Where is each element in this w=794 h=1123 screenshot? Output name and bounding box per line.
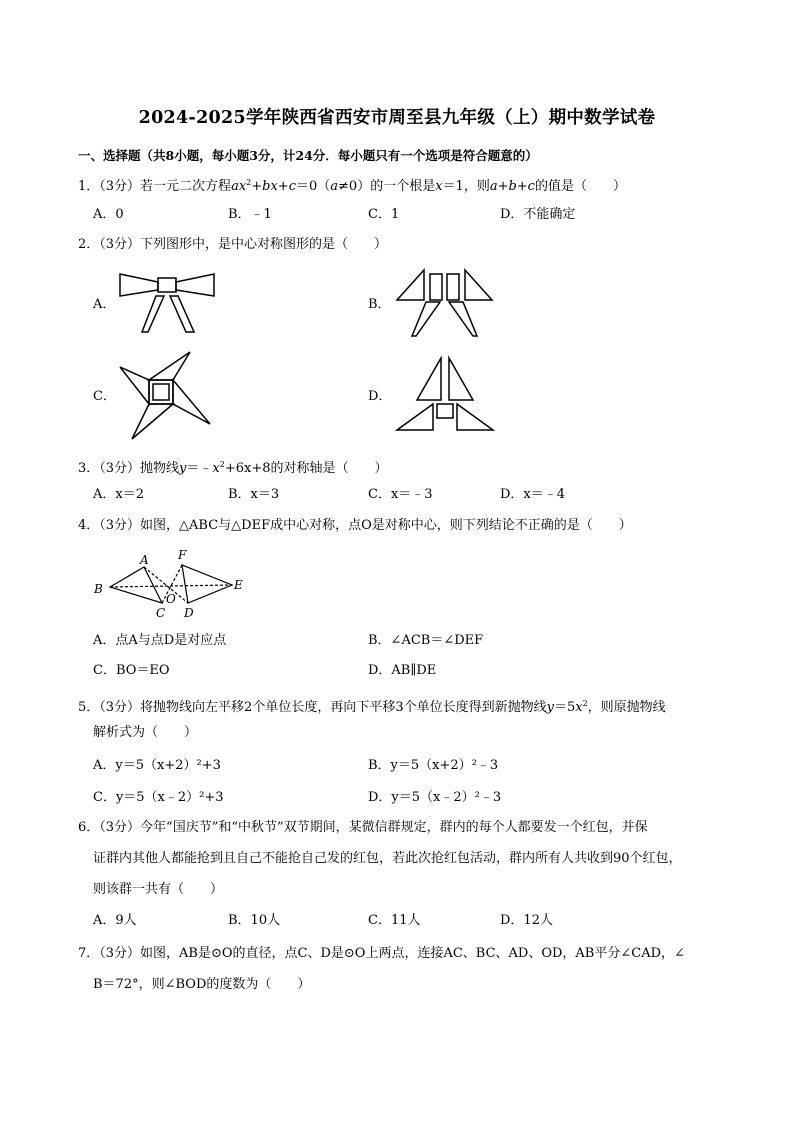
q3-x: x — [212, 461, 220, 476]
q3-option-c: C．x＝﹣3 — [368, 487, 433, 502]
q4-label-o: O — [166, 592, 176, 606]
q5-option-a: A．y＝5（x+2）²+3 — [93, 758, 221, 773]
page-title: 2024-2025学年陕西省西安市周至县九年级（上）期中数学试卷 — [138, 108, 656, 128]
q1-cond2: ≠0）的一个根是 — [338, 179, 436, 194]
question-1 — [78, 175, 626, 195]
q5-sup: 2 — [582, 699, 588, 708]
q1-eq-b: +bx+c — [251, 179, 296, 194]
q2-label-d: D． — [368, 389, 392, 404]
q1-expr: a+b+c — [489, 179, 535, 194]
q4-label-d: D — [184, 606, 194, 620]
q4-label-b: B — [94, 582, 103, 596]
q5-line2: 解析式为（ ） — [93, 725, 198, 740]
q2-label-a: A． — [93, 297, 116, 312]
q5-tail: ，则原抛物线 — [587, 700, 666, 715]
q1-number: 1．（3分） — [78, 179, 141, 194]
q3-eq1: ＝﹣ — [186, 461, 213, 476]
q1-option-c: C．1 — [368, 207, 400, 222]
q4-option-d: D．AB∥DE — [368, 663, 437, 678]
q4-figure — [92, 545, 252, 620]
q1-cond: a — [330, 179, 339, 194]
question-4: 4．（3分）如图，△ABC与△DEF成中心对称，点O是对称中心，则下列结论不正确的是（ ） — [78, 518, 632, 533]
question-5 — [78, 696, 666, 716]
q1-option-b: B．﹣1 — [228, 207, 272, 222]
q4-label-f: F — [178, 548, 187, 562]
q4-label-a: A — [140, 553, 149, 567]
q1-eq-a: ax — [231, 179, 247, 194]
q7-line2: B＝72°，则∠BOD的度数为（ ） — [93, 977, 311, 992]
q6-line2: 证群内其他人都能抢到且自己不能抢自己发的红包，若此次抢红包活动，群内所有人共收到90个红包， — [93, 851, 682, 866]
q6-option-c: C．11人 — [368, 913, 421, 928]
q2-label-c: C． — [93, 389, 116, 404]
q1-root: x — [435, 179, 443, 194]
q1-eq-c: ＝0（ — [295, 179, 331, 194]
q5-option-d: D．y＝5（x﹣2）²﹣3 — [368, 790, 502, 805]
q6-line3: 则该群一共有（ ） — [93, 882, 224, 897]
q6-option-d: D．12人 — [500, 913, 553, 928]
q1-sup: 2 — [246, 178, 252, 187]
q2-figure-d — [393, 356, 498, 434]
section-heading: 一、选择题（共8小题，每小题3分，计24分．每小题只有一个选项是符合题意的） — [78, 148, 538, 163]
q6-option-b: B．10人 — [228, 913, 281, 928]
q3-sup: 2 — [219, 460, 225, 469]
q5-option-c: C．y＝5（x﹣2）²+3 — [93, 790, 224, 805]
q4-option-b: B．∠ACB＝∠DEF — [368, 633, 484, 648]
q3-option-a: A．x＝2 — [93, 487, 144, 502]
q1-tail: 的值是（ ） — [534, 179, 626, 194]
q1-root2: ＝1，则 — [442, 179, 490, 194]
question-3 — [78, 457, 388, 477]
q3-option-b: B．x＝3 — [228, 487, 280, 502]
q3-y: y — [179, 461, 187, 476]
q5-x: x — [575, 700, 583, 715]
q4-option-a: A．点A与点D是对应点 — [93, 633, 227, 648]
q2-figure-c — [118, 349, 213, 444]
q1-option-a: A．0 — [93, 207, 124, 222]
q2-figure-b — [392, 266, 497, 338]
q6-option-a: A．9人 — [93, 913, 137, 928]
q1-option-d: D．不能确定 — [500, 207, 576, 222]
q2-label-b: B． — [368, 297, 391, 312]
q7-line1: 7．（3分）如图，AB是⊙O的直径，点C、D是⊙O上两点，连接AC、BC、AD、OD，AB平分∠CAD，∠ — [78, 946, 685, 961]
q3-option-d: D．x＝﹣4 — [500, 487, 566, 502]
q5-line1: 5．（3分）将抛物线向左平移2个单位长度，再向下平移3个单位长度得到新抛物线 — [78, 700, 547, 715]
q4-label-e: E — [234, 578, 243, 592]
q5-option-b: B．y＝5（x+2）²﹣3 — [368, 758, 499, 773]
q4-label-c: C — [156, 606, 166, 620]
question-2: 2．（3分）下列图形中，是中心对称图形的是（ ） — [78, 237, 388, 252]
q6-line1: 6．（3分）今年“国庆节”和“中秋节”双节期间，某微信群规定，群内的每个人都要发一个红包，并保 — [78, 820, 648, 835]
q5-y: y — [546, 700, 554, 715]
q3-number: 3．（3分）抛物线 — [78, 461, 180, 476]
q2-figure-a — [118, 268, 218, 338]
q1-text: 若一元二次方程 — [140, 179, 232, 194]
q3-eq2: +6x+8的对称轴是（ ） — [224, 461, 388, 476]
q4-option-c: C．BO＝EO — [93, 663, 170, 678]
q5-eq: ＝5 — [553, 700, 576, 715]
